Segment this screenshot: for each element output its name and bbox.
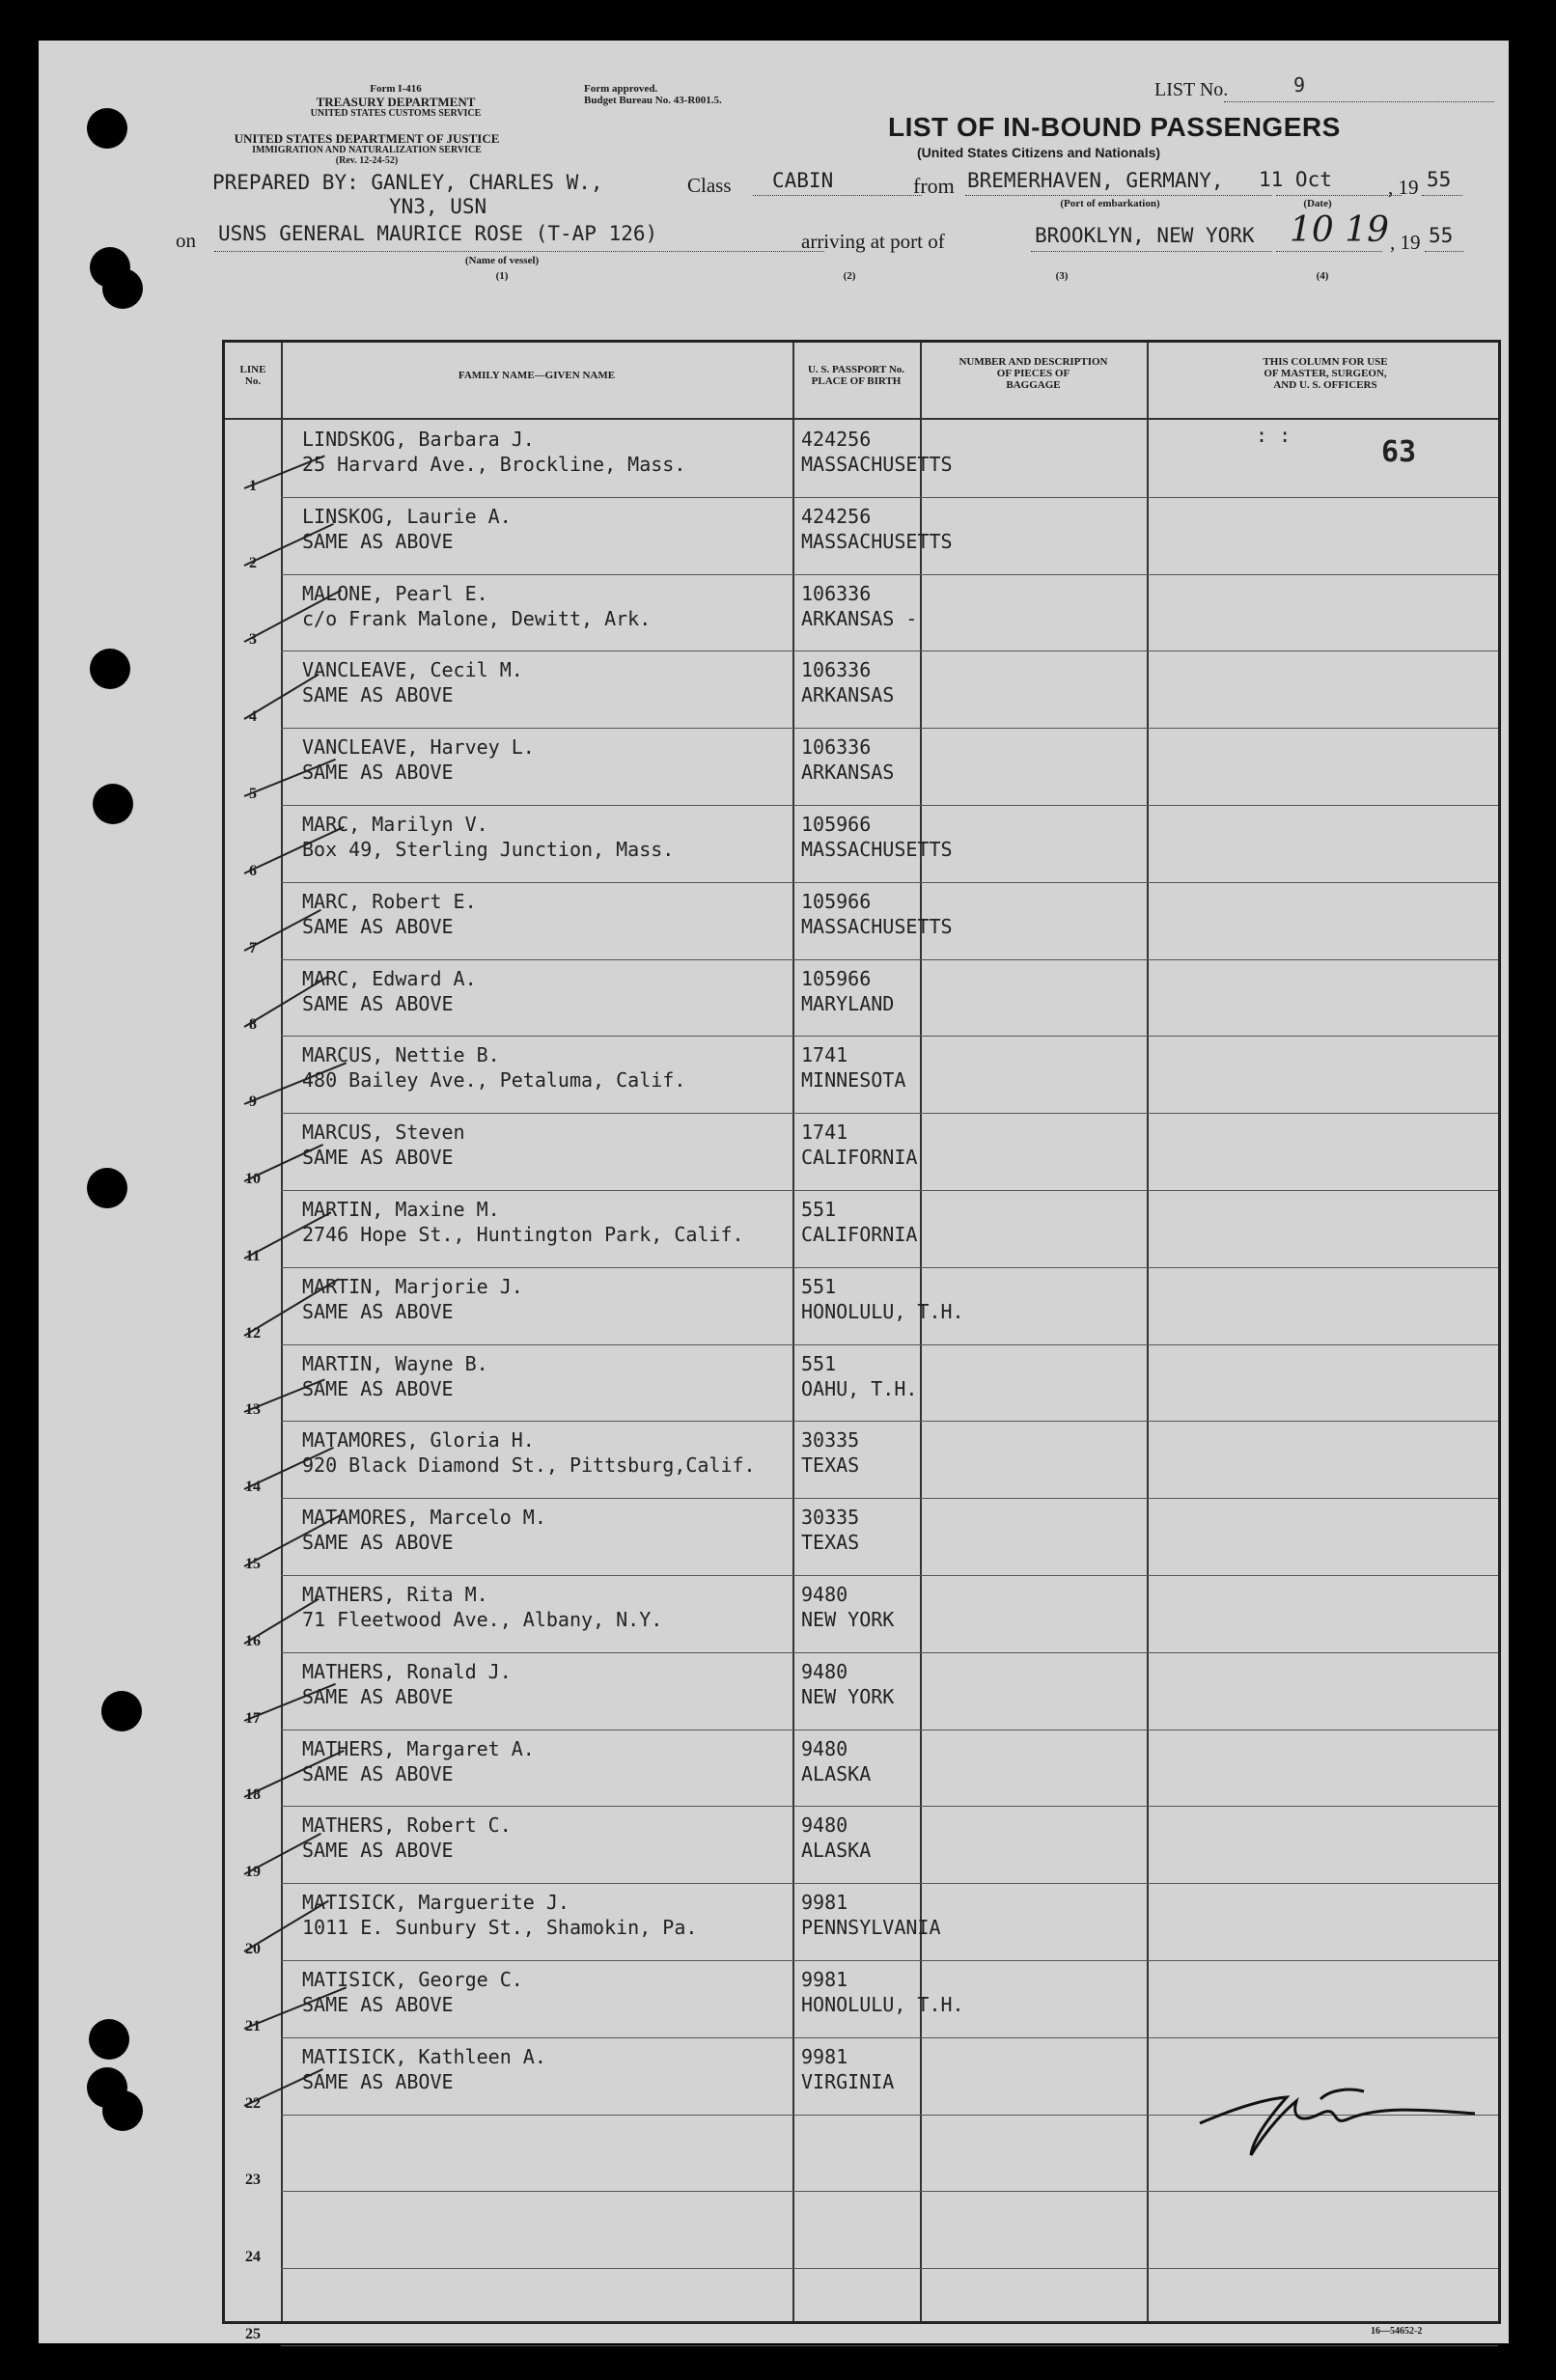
punch-hole bbox=[93, 784, 133, 824]
table-row bbox=[225, 574, 1498, 651]
line-number: 21 bbox=[245, 2017, 261, 2034]
table-row bbox=[225, 1036, 1498, 1113]
passenger-address: SAME AS ABOVE bbox=[302, 1531, 454, 1555]
line-number: 2 bbox=[249, 554, 257, 571]
line-number: 5 bbox=[249, 785, 257, 802]
arrival-port-line bbox=[1031, 251, 1272, 252]
passenger-address: SAME AS ABOVE bbox=[302, 991, 454, 1015]
header-baggage-text: NUMBER AND DESCRIPTION bbox=[959, 356, 1108, 368]
punch-hole bbox=[89, 2019, 129, 2060]
line-number: 16 bbox=[245, 1632, 261, 1649]
budget-bureau: Budget Bureau No. 43-R001.5. bbox=[584, 95, 722, 106]
passport-number: 1741 bbox=[801, 1043, 848, 1067]
passenger-address: SAME AS ABOVE bbox=[302, 1993, 454, 2016]
header-baggage bbox=[920, 356, 1147, 391]
passenger-address: SAME AS ABOVE bbox=[302, 683, 454, 707]
table-row bbox=[225, 1190, 1498, 1267]
list-number: 9 bbox=[1293, 73, 1306, 97]
place-of-birth: ALASKA bbox=[801, 1839, 872, 1863]
class-label: Class bbox=[687, 174, 732, 197]
place-of-birth: MARYLAND bbox=[801, 991, 895, 1015]
header-baggage-text-2: OF PIECES OF bbox=[996, 368, 1070, 379]
passport-number: 424256 bbox=[801, 428, 872, 451]
line-number: 20 bbox=[245, 1940, 261, 1957]
passenger-name: VANCLEAVE, Cecil M. bbox=[302, 658, 523, 682]
passport-number: 1741 bbox=[801, 1121, 848, 1145]
passenger-name: MARTIN, Marjorie J. bbox=[302, 1274, 523, 1298]
line-number: 25 bbox=[245, 2325, 261, 2342]
table-row bbox=[225, 650, 1498, 728]
passenger-address: 1011 E. Sunbury St., Shamokin, Pa. bbox=[302, 1916, 698, 1940]
place-of-birth: PENNSYLVANIA bbox=[801, 1916, 941, 1940]
table-row bbox=[225, 1652, 1498, 1730]
column-ref-1: (1) bbox=[495, 270, 509, 282]
passport-number: 30335 bbox=[801, 1428, 860, 1453]
line-number: 7 bbox=[249, 939, 257, 956]
passenger-name: MATISICK, Marguerite J. bbox=[302, 1891, 570, 1915]
date-line bbox=[1276, 195, 1402, 196]
passenger-name: MARC, Marilyn V. bbox=[302, 813, 488, 836]
table-row bbox=[225, 1421, 1498, 1498]
passport-number: 30335 bbox=[801, 1506, 860, 1530]
passenger-address: SAME AS ABOVE bbox=[302, 761, 454, 785]
embarkation-line bbox=[965, 195, 1272, 196]
header-passport-text-2: PLACE OF BIRTH bbox=[811, 375, 902, 387]
line-number: 10 bbox=[245, 1170, 261, 1187]
passenger-name: MATHERS, Robert C. bbox=[302, 1813, 512, 1838]
embarkation-date: 11 Oct bbox=[1259, 168, 1332, 191]
line-number: 14 bbox=[245, 1479, 261, 1496]
column-ref-2: (2) bbox=[843, 270, 856, 282]
print-code: 16—54652-2 bbox=[1371, 2326, 1423, 2337]
place-of-birth: NEW YORK bbox=[801, 1684, 895, 1708]
table-row bbox=[225, 1498, 1498, 1575]
place-of-birth: TEXAS bbox=[801, 1531, 860, 1555]
passenger-address: 71 Fleetwood Ave., Albany, N.Y. bbox=[302, 1608, 663, 1631]
passport-number: 105966 bbox=[801, 813, 872, 836]
arriving-label: arriving at port of bbox=[801, 230, 945, 253]
passenger-name: VANCLEAVE, Harvey L. bbox=[302, 735, 535, 760]
passenger-address: 2746 Hope St., Huntington Park, Calif. bbox=[302, 1223, 744, 1246]
passenger-name: MARC, Edward A. bbox=[302, 966, 477, 990]
document-sheet bbox=[39, 41, 1509, 2343]
line-number: 18 bbox=[245, 1786, 261, 1804]
passenger-address: 480 Bailey Ave., Petaluma, Calif. bbox=[302, 1068, 686, 1093]
year-suffix: 55 bbox=[1427, 168, 1452, 191]
table-row bbox=[225, 420, 1498, 497]
arrival-year: 55 bbox=[1429, 224, 1454, 247]
passenger-name: MARCUS, Steven bbox=[302, 1121, 465, 1145]
passport-number: 9981 bbox=[801, 1891, 848, 1915]
header-officers-text-3: AND U. S. OFFICERS bbox=[1273, 379, 1377, 391]
passenger-address: SAME AS ABOVE bbox=[302, 1376, 454, 1400]
passport-number: 551 bbox=[801, 1274, 837, 1298]
arrival-port: BROOKLYN, NEW YORK bbox=[1035, 224, 1255, 247]
table-row bbox=[225, 1960, 1498, 2037]
line-number: 3 bbox=[249, 631, 257, 649]
document-subtitle: (United States Citizens and Nationals) bbox=[917, 145, 1161, 160]
passenger-address: 25 Harvard Ave., Brockline, Mass. bbox=[302, 453, 686, 476]
form-revision: (Rev. 12-24-52) bbox=[335, 155, 399, 166]
passenger-address: SAME AS ABOVE bbox=[302, 1839, 454, 1863]
header-officers-text: THIS COLUMN FOR USE bbox=[1263, 356, 1388, 368]
vessel-name: USNS GENERAL MAURICE ROSE (T-AP 126) bbox=[218, 222, 658, 245]
table-row bbox=[225, 728, 1498, 805]
header-family-name: FAMILY NAME—GIVEN NAME bbox=[458, 370, 616, 381]
line-number: 13 bbox=[245, 1401, 261, 1419]
place-of-birth: MINNESOTA bbox=[801, 1068, 906, 1093]
line-number: 22 bbox=[245, 2094, 261, 2112]
passenger-name: LINSKOG, Laurie A. bbox=[302, 504, 512, 528]
passenger-name: MATAMORES, Marcelo M. bbox=[302, 1506, 546, 1530]
passenger-name: MARTIN, Wayne B. bbox=[302, 1351, 488, 1375]
line-number: 19 bbox=[245, 1864, 261, 1881]
passenger-name: MATHERS, Margaret A. bbox=[302, 1736, 535, 1760]
place-of-birth: MASSACHUSETTS bbox=[801, 914, 953, 938]
arrival-year-prefix: , 19 bbox=[1390, 231, 1421, 254]
arrival-date-line bbox=[1276, 251, 1382, 252]
from-label: from bbox=[913, 174, 955, 198]
form-approved: Form approved. bbox=[584, 83, 658, 95]
date-caption: (Date) bbox=[1303, 198, 1332, 209]
passenger-address: SAME AS ABOVE bbox=[302, 2069, 454, 2093]
punch-hole bbox=[102, 2090, 143, 2131]
place-of-birth: HONOLULU, T.H. bbox=[801, 1993, 964, 2016]
passport-number: 105966 bbox=[801, 966, 872, 990]
header-line-no-text: LINE bbox=[239, 364, 266, 375]
passport-number: 106336 bbox=[801, 581, 872, 605]
vessel-caption: (Name of vessel) bbox=[464, 255, 540, 266]
officer-signature bbox=[1195, 2070, 1485, 2157]
row-divider bbox=[281, 2345, 1498, 2346]
agency-customs: UNITED STATES CUSTOMS SERVICE bbox=[310, 108, 482, 119]
passport-number: 106336 bbox=[801, 658, 872, 682]
passenger-address: SAME AS ABOVE bbox=[302, 1684, 454, 1708]
table-row bbox=[225, 1344, 1498, 1422]
table-row bbox=[225, 1730, 1498, 1807]
line-number: 23 bbox=[245, 2172, 261, 2189]
place-of-birth: ARKANSAS bbox=[801, 761, 895, 785]
prepared-by-rank: YN3, USN bbox=[389, 195, 487, 218]
place-of-birth: HONOLULU, T.H. bbox=[801, 1299, 964, 1323]
header-line-no bbox=[225, 364, 281, 387]
passenger-name: MALONE, Pearl E. bbox=[302, 581, 488, 605]
passenger-address: SAME AS ABOVE bbox=[302, 914, 454, 938]
header-baggage-text-3: BAGGAGE bbox=[1006, 379, 1061, 391]
place-of-birth: ALASKA bbox=[801, 1761, 872, 1785]
passport-number: 9480 bbox=[801, 1659, 848, 1683]
line-number: 15 bbox=[245, 1555, 261, 1572]
place-of-birth: ARKANSAS bbox=[801, 683, 895, 707]
passenger-name: MATHERS, Ronald J. bbox=[302, 1659, 512, 1683]
place-of-birth: VIRGINIA bbox=[801, 2069, 895, 2093]
year-prefix: , 19 bbox=[1388, 176, 1419, 199]
agency-justice: UNITED STATES DEPARTMENT OF JUSTICE bbox=[234, 131, 500, 146]
passport-number: 9981 bbox=[801, 2044, 848, 2068]
line-number: 8 bbox=[249, 1016, 257, 1034]
document-title: LIST OF IN-BOUND PASSENGERS bbox=[888, 112, 1341, 142]
line-number: 1 bbox=[249, 477, 257, 494]
punch-hole bbox=[101, 1691, 142, 1731]
header-passport bbox=[792, 364, 920, 387]
passport-number: 551 bbox=[801, 1351, 837, 1375]
passenger-address: SAME AS ABOVE bbox=[302, 1146, 454, 1170]
passenger-name: MARTIN, Maxine M. bbox=[302, 1198, 500, 1221]
class-value: CABIN bbox=[772, 169, 834, 192]
passenger-address: SAME AS ABOVE bbox=[302, 1299, 454, 1323]
place-of-birth: ARKANSAS - bbox=[801, 606, 918, 630]
passenger-name: LINDSKOG, Barbara J. bbox=[302, 428, 535, 451]
passenger-name: MATAMORES, Gloria H. bbox=[302, 1428, 535, 1453]
agency-ins: IMMIGRATION AND NATURALIZATION SERVICE bbox=[252, 145, 482, 155]
passport-number: 105966 bbox=[801, 889, 872, 913]
passenger-name: MATISICK, Kathleen A. bbox=[302, 2044, 546, 2068]
passport-number: 424256 bbox=[801, 504, 872, 528]
table-row bbox=[225, 1806, 1498, 1883]
place-of-birth: CALIFORNIA bbox=[801, 1146, 918, 1170]
passenger-address: 920 Black Diamond St., Pittsburg,Calif. bbox=[302, 1453, 756, 1478]
table-row bbox=[225, 959, 1498, 1037]
passenger-address: Box 49, Sterling Junction, Mass. bbox=[302, 838, 675, 861]
place-of-birth: MASSACHUSETTS bbox=[801, 529, 953, 553]
table-row bbox=[225, 805, 1498, 882]
passenger-name: MATHERS, Rita M. bbox=[302, 1583, 488, 1606]
officer-marks: : : bbox=[1256, 424, 1292, 447]
officer-count: 63 bbox=[1381, 435, 1417, 469]
line-number: 6 bbox=[249, 862, 257, 879]
passport-number: 551 bbox=[801, 1198, 837, 1221]
line-number: 11 bbox=[245, 1247, 261, 1264]
table-row bbox=[225, 1575, 1498, 1652]
passport-number: 9480 bbox=[801, 1583, 848, 1606]
column-ref-3: (3) bbox=[1055, 270, 1069, 282]
header-passport-text: U. S. PASSPORT No. bbox=[807, 364, 905, 375]
place-of-birth: MASSACHUSETTS bbox=[801, 453, 953, 476]
header-officers-text-2: OF MASTER, SURGEON, bbox=[1264, 368, 1387, 379]
list-number-label: LIST No. bbox=[1154, 79, 1229, 100]
column-ref-4: (4) bbox=[1316, 270, 1329, 282]
list-number-line bbox=[1224, 101, 1494, 102]
prepared-by: PREPARED BY: GANLEY, CHARLES W., bbox=[212, 171, 603, 194]
arrival-year-line bbox=[1425, 251, 1463, 252]
passenger-address: c/o Frank Malone, Dewitt, Ark. bbox=[302, 606, 652, 630]
vessel-line bbox=[214, 251, 824, 252]
place-of-birth: TEXAS bbox=[801, 1453, 860, 1478]
place-of-birth: CALIFORNIA bbox=[801, 1223, 918, 1246]
place-of-birth: MASSACHUSETTS bbox=[801, 838, 953, 861]
passport-number: 9480 bbox=[801, 1813, 848, 1838]
line-number: 9 bbox=[249, 1093, 257, 1111]
arrival-date-handwritten: 10 19 bbox=[1290, 210, 1390, 250]
passenger-name: MATISICK, George C. bbox=[302, 1968, 523, 1991]
passenger-name: MARC, Robert E. bbox=[302, 889, 477, 913]
passenger-name: MARCUS, Nettie B. bbox=[302, 1043, 500, 1067]
table-row bbox=[225, 882, 1498, 959]
table-row bbox=[225, 2191, 1498, 2268]
passport-number: 9981 bbox=[801, 1968, 848, 1991]
table-row bbox=[225, 1113, 1498, 1190]
table-row bbox=[225, 2268, 1498, 2345]
place-of-birth: OAHU, T.H. bbox=[801, 1376, 918, 1400]
port-of-embarkation: BREMERHAVEN, GERMANY, bbox=[967, 169, 1224, 192]
table-row bbox=[225, 1883, 1498, 1960]
passenger-address: SAME AS ABOVE bbox=[302, 529, 454, 553]
line-number: 4 bbox=[249, 708, 257, 726]
year-line bbox=[1422, 195, 1462, 196]
class-line bbox=[753, 195, 922, 196]
passport-number: 9480 bbox=[801, 1736, 848, 1760]
form-number: Form I-416 bbox=[370, 83, 422, 95]
line-number: 24 bbox=[245, 2249, 261, 2266]
passenger-address: SAME AS ABOVE bbox=[302, 1761, 454, 1785]
passport-number: 106336 bbox=[801, 735, 872, 760]
on-label: on bbox=[176, 229, 196, 252]
line-number: 12 bbox=[245, 1324, 261, 1342]
agency-treasury: TREASURY DEPARTMENT bbox=[316, 95, 476, 109]
embarkation-caption: (Port of embarkation) bbox=[1060, 198, 1160, 209]
header-line-no-text-2: No. bbox=[244, 375, 262, 387]
punch-hole bbox=[87, 1168, 127, 1208]
place-of-birth: NEW YORK bbox=[801, 1608, 895, 1631]
table-row bbox=[225, 497, 1498, 574]
punch-hole bbox=[90, 649, 130, 689]
punch-hole bbox=[87, 108, 127, 149]
header-officers bbox=[1147, 356, 1504, 391]
line-number: 17 bbox=[245, 1709, 261, 1727]
table-row bbox=[225, 1267, 1498, 1344]
punch-hole bbox=[102, 268, 143, 309]
